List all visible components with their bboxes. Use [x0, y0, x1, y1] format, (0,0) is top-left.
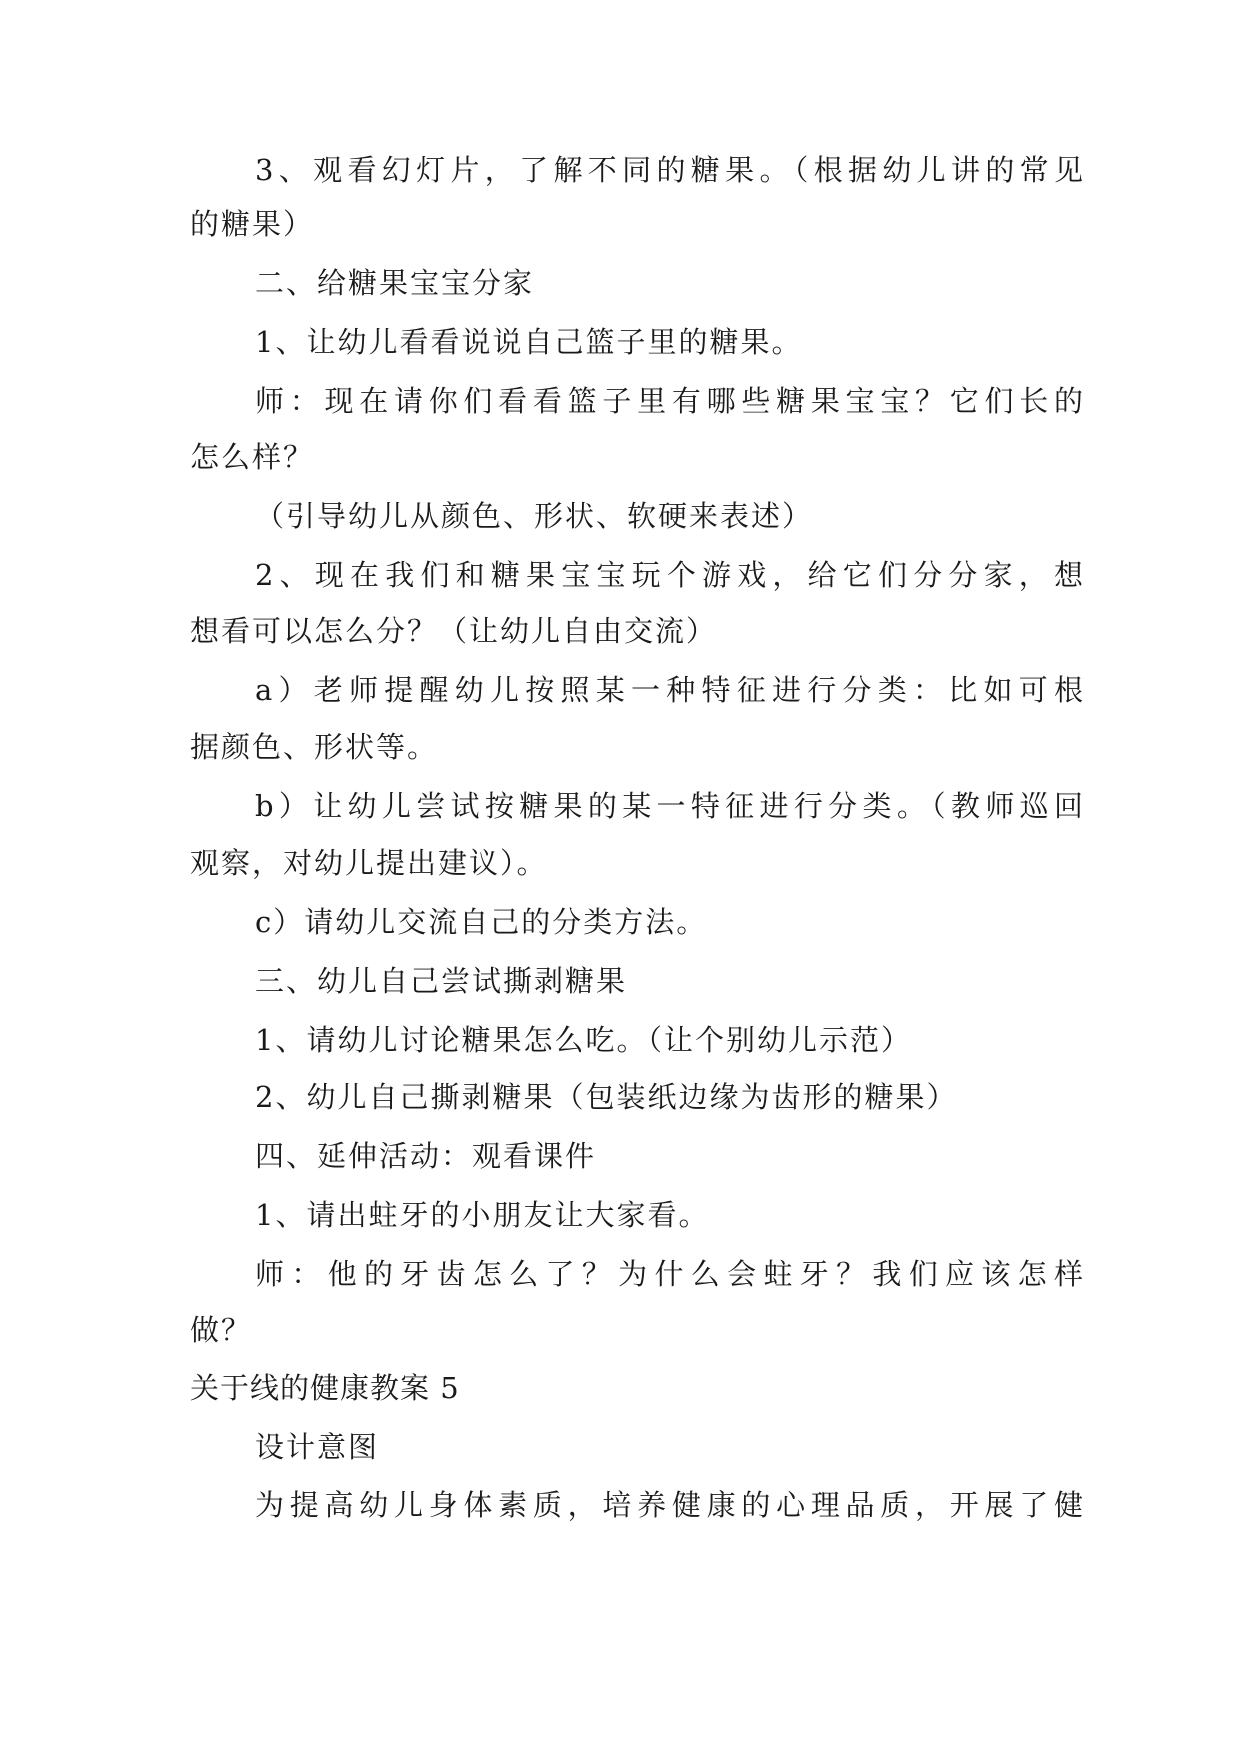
paragraph-line: 据颜色、形状等。 [190, 730, 439, 764]
paragraph-line: 1、让幼儿看看说说自己篮子里的糖果。 [255, 325, 803, 359]
paragraph-line: 1、请幼儿讨论糖果怎么吃。（让个别幼儿示范） [255, 1023, 912, 1057]
paragraph-line: b）让幼儿尝试按糖果的某一特征进行分类。（教师巡回 [255, 789, 1083, 823]
paragraph-line: （引导幼儿从颜色、形状、软硬来表述） [255, 499, 814, 533]
paragraph-line: 的糖果） [190, 207, 315, 241]
paragraph-line: 师：他的牙齿怎么了？为什么会蛀牙？我们应该怎样 [255, 1257, 1083, 1291]
section-heading: 三、幼儿自己尝试撕剥糖果 [255, 964, 628, 998]
paragraph-line: 想看可以怎么分？（让幼儿自由交流） [190, 614, 718, 648]
paragraph-line: 观察，对幼儿提出建议）。 [190, 846, 548, 880]
paragraph-line: a）老师提醒幼儿按照某一种特征进行分类：比如可根 [255, 673, 1083, 707]
paragraph-line: 2、现在我们和糖果宝宝玩个游戏，给它们分分家，想 [255, 558, 1083, 592]
section-heading: 二、给糖果宝宝分家 [255, 266, 535, 300]
paragraph-line: 3、观看幻灯片，了解不同的糖果。（根据幼儿讲的常见 [255, 153, 1083, 187]
paragraph-line: c）请幼儿交流自己的分类方法。 [255, 905, 708, 939]
paragraph-line: 怎么样？ [190, 440, 315, 474]
paragraph-line: 做？ [190, 1313, 253, 1347]
section-heading: 四、延伸活动：观看课件 [255, 1139, 597, 1173]
section-heading: 设计意图 [255, 1430, 380, 1464]
document-title: 关于线的健康教案 5 [190, 1371, 460, 1405]
paragraph-line: 1、请出蛀牙的小朋友让大家看。 [255, 1198, 710, 1232]
paragraph-line: 为提高幼儿身体素质，培养健康的心理品质，开展了健 [255, 1488, 1083, 1522]
paragraph-line: 师：现在请你们看看篮子里有哪些糖果宝宝？它们长的 [255, 384, 1083, 418]
paragraph-line: 2、幼儿自己撕剥糖果（包装纸边缘为齿形的糖果） [255, 1080, 958, 1114]
